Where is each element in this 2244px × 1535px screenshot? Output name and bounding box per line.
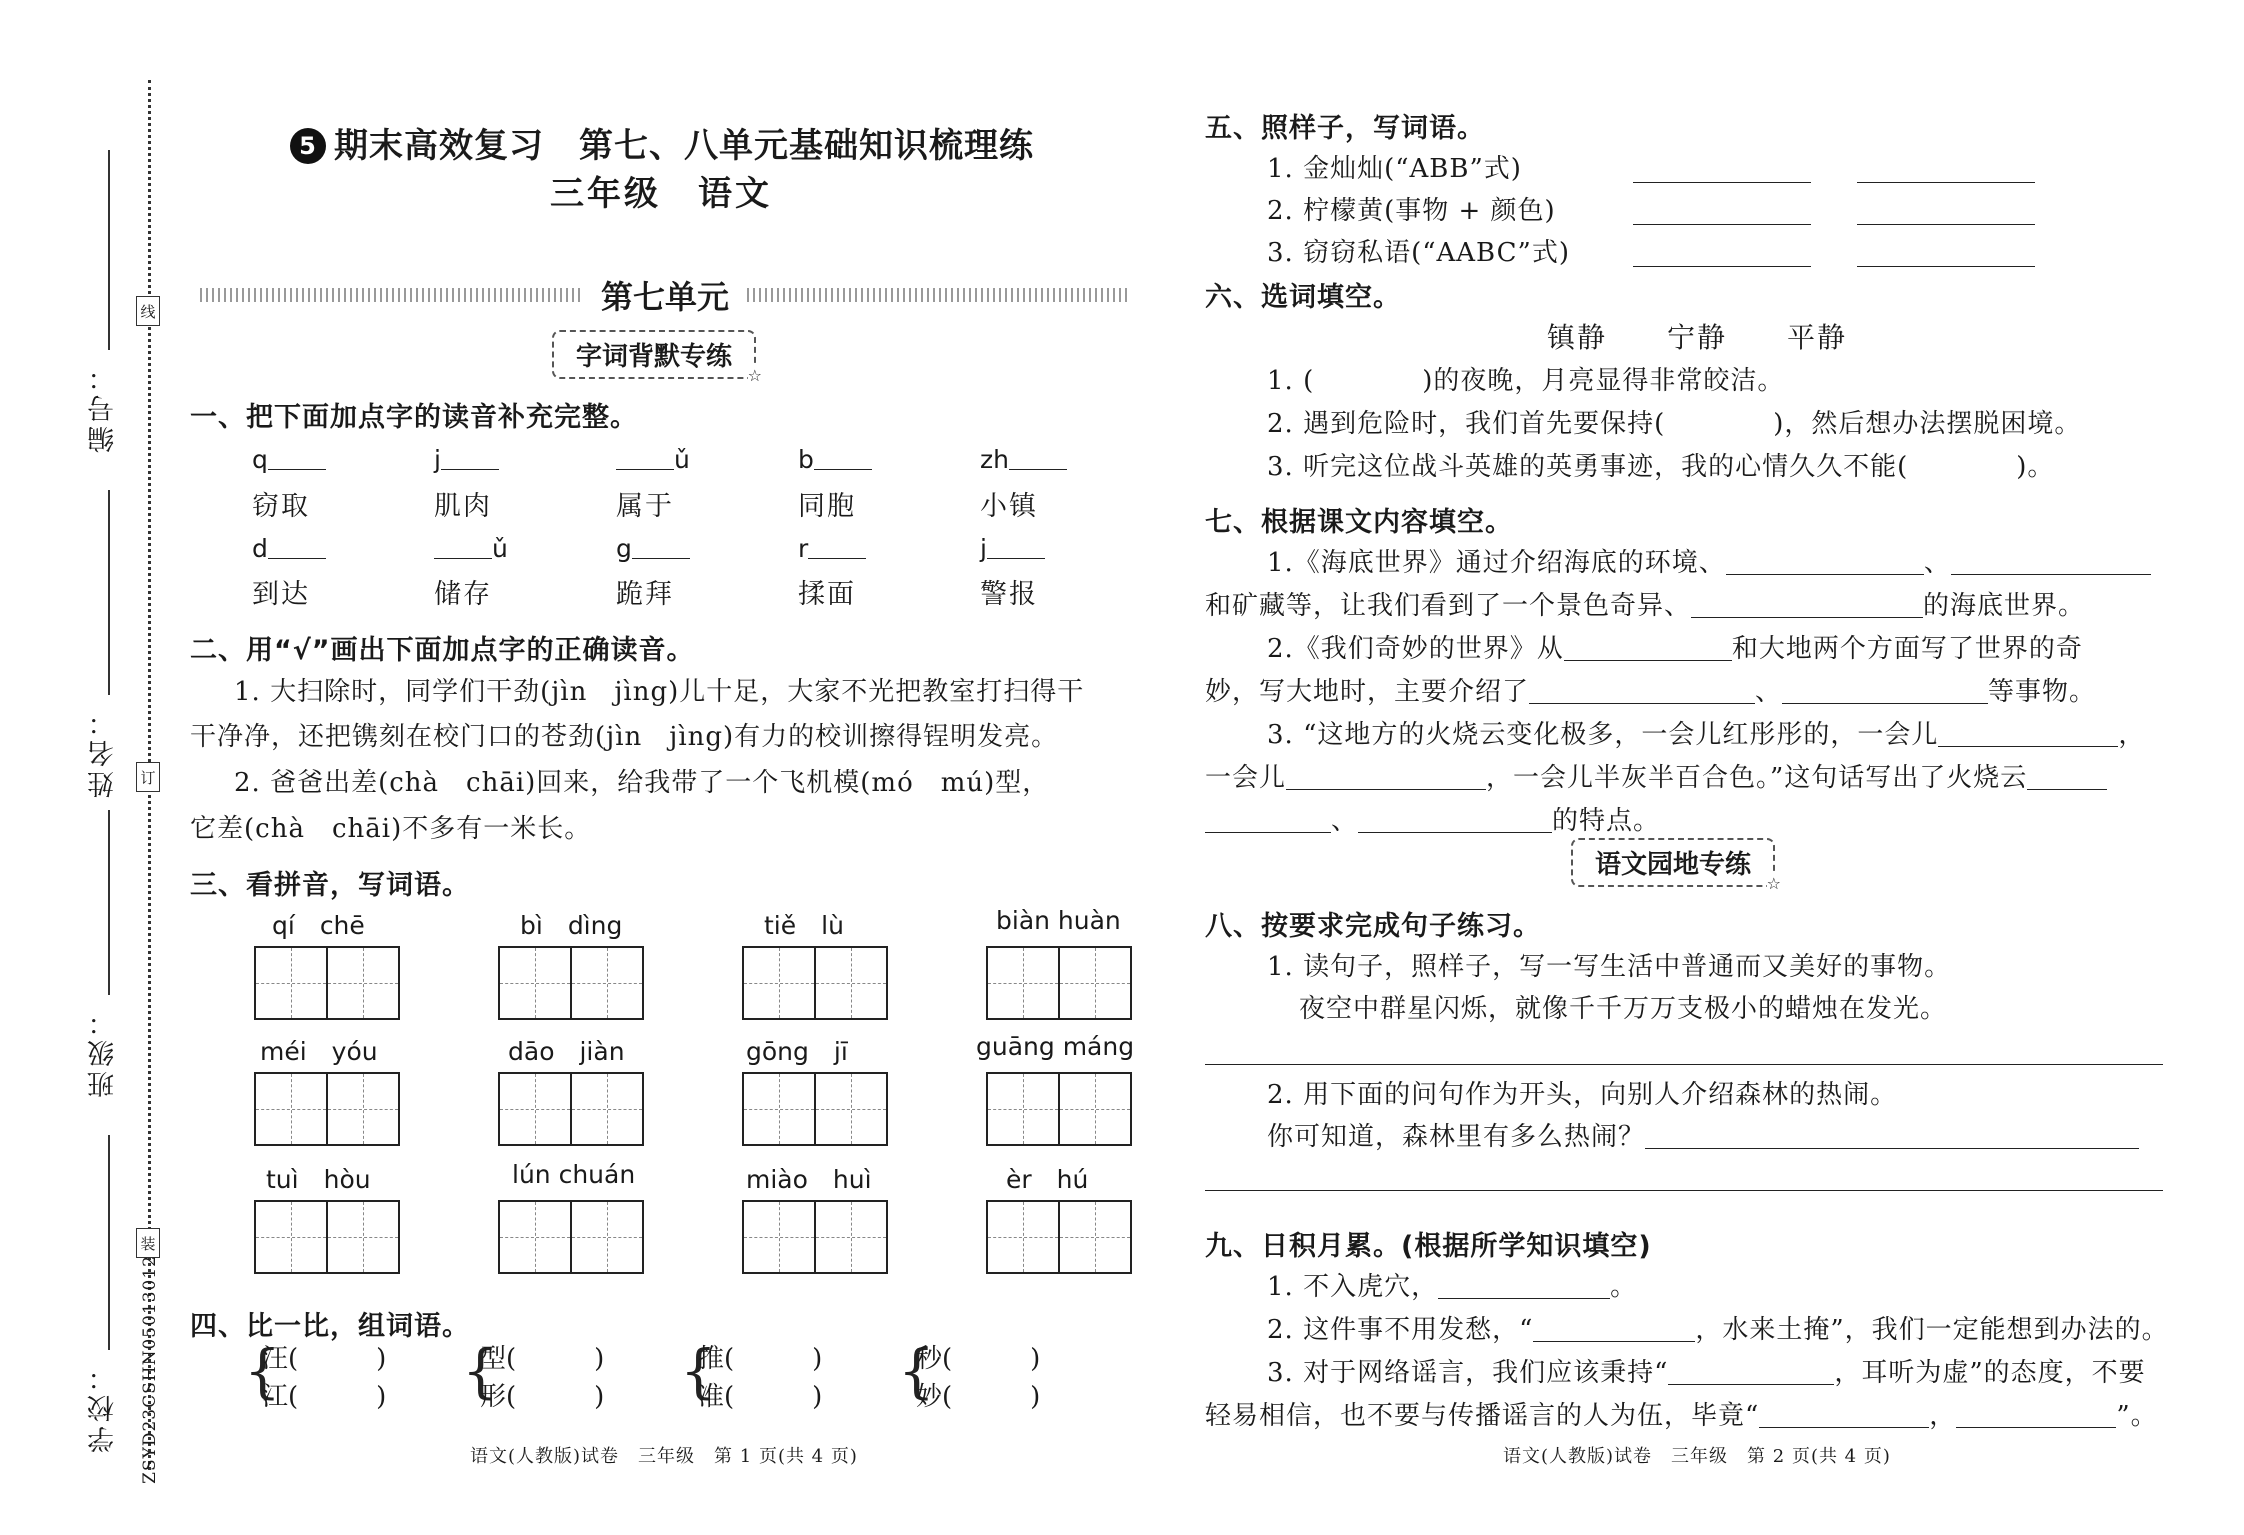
blank[interactable] xyxy=(1668,1359,1834,1385)
binding-mark-xian: 线 xyxy=(136,296,160,326)
writing-grid[interactable] xyxy=(986,1072,1132,1146)
class-label: 班级： xyxy=(88,1005,119,1098)
question-text: 2. 爸爸出差(chà chāi)回来，给我带了一个飞机模(mó mú)型， xyxy=(234,768,1050,798)
grid-pinyin: bì dìng xyxy=(520,911,623,940)
section-3-heading: 三、看拼音，写词语。 xyxy=(190,870,470,901)
section-6-heading: 六、选词填空。 xyxy=(1205,282,1401,313)
fill-line: 2. 这件事不用发愁，“ ，水来土掩”，我们一定能想到办法的。 xyxy=(1267,1315,2169,1345)
question-text: 2. 用下面的问句作为开头，向别人介绍森林的热闹。 xyxy=(1267,1080,1898,1110)
blank[interactable] xyxy=(1205,807,1331,833)
word-item: 属于 xyxy=(616,491,674,522)
fill-line: 轻易相信，也不要与传播谣言的人为伍，毕竟“ ， ”。 xyxy=(1205,1401,2158,1431)
grid-pinyin: miào huì xyxy=(746,1165,872,1194)
class-field[interactable] xyxy=(108,810,110,995)
grid-pinyin: qí chē xyxy=(272,911,365,940)
title-number-badge: 5 xyxy=(290,128,326,164)
blank[interactable] xyxy=(1938,721,2118,747)
grid-pinyin: èr hú xyxy=(1006,1165,1089,1194)
fill-line: 和矿藏等，让我们看到了一个景色奇异、 的海底世界。 xyxy=(1205,591,2086,621)
question-text[interactable]: 3. 听完这位战斗英雄的英勇事迹，我的心情久久不能( )。 xyxy=(1267,452,2055,482)
page-footer: 语文(人教版)试卷 三年级 第 1 页(共 4 页) xyxy=(470,1446,858,1467)
compare-pair[interactable]: 汪( ) 江( ) xyxy=(262,1344,387,1412)
answer-line[interactable] xyxy=(1857,224,2035,225)
word-item: 警报 xyxy=(980,579,1038,610)
section-4-heading: 四、比一比，组词语。 xyxy=(190,1311,470,1342)
compare-pair[interactable]: 秒( ) 妙( ) xyxy=(916,1344,1041,1412)
section-2-heading: 二、用“√”画出下面加点字的正确读音。 xyxy=(190,635,695,666)
blank[interactable] xyxy=(2027,764,2107,790)
word-item: 肌肉 xyxy=(434,491,492,522)
question-text: 1. 大扫除时，同学们干劲(jìn jìng)儿十足，大家不光把教室打扫得干 xyxy=(234,677,1085,707)
number-label: 编号： xyxy=(88,360,119,453)
writing-grid[interactable] xyxy=(742,946,888,1020)
pinyin-blank[interactable]: ǔ xyxy=(434,534,508,563)
page-title xyxy=(290,118,1034,167)
section-badge-vocab xyxy=(552,330,763,385)
pinyin-blank[interactable]: j xyxy=(434,445,499,474)
page-1 xyxy=(190,0,1140,1535)
question-text: 1. 读句子，照样子，写一写生活中普通而又美好的事物。 xyxy=(1267,952,1952,982)
grid-pinyin: gōng jī xyxy=(746,1037,848,1066)
unit-stripe-left xyxy=(200,288,583,302)
page-footer: 语文(人教版)试卷 三年级 第 2 页(共 4 页) xyxy=(1503,1446,1891,1467)
writing-grid[interactable] xyxy=(498,946,644,1020)
blank[interactable] xyxy=(1529,678,1755,704)
blank[interactable] xyxy=(1956,1402,2116,1428)
writing-grid[interactable] xyxy=(742,1072,888,1146)
fill-line: 1. 不入虎穴， 。 xyxy=(1267,1272,1638,1302)
pinyin-blank[interactable]: g xyxy=(616,534,690,563)
writing-grid[interactable] xyxy=(742,1200,888,1274)
writing-grid[interactable] xyxy=(986,946,1132,1020)
blank[interactable] xyxy=(1691,592,1923,618)
school-label: 学校： xyxy=(88,1360,119,1453)
fill-line: 3. “这地方的火烧云变化极多，一会儿红彤彤的，一会儿 ， xyxy=(1267,720,2146,750)
word-item: 储存 xyxy=(434,579,492,610)
unit-header xyxy=(200,278,1130,316)
brace: { xyxy=(898,1337,935,1405)
question-text: 3. 窃窃私语(“AABC”式) xyxy=(1267,238,1570,268)
pinyin-blank[interactable]: b xyxy=(798,445,872,474)
word-item: 同胞 xyxy=(798,491,856,522)
unit-stripe-right xyxy=(747,288,1130,302)
answer-line[interactable] xyxy=(1857,182,2035,183)
badge-label: 语文园地专练 xyxy=(1595,850,1752,880)
section-1-heading: 一、把下面加点字的读音补充完整。 xyxy=(190,402,638,433)
fill-line: 妙，写大地时，主要介绍了 、 等事物。 xyxy=(1205,677,2097,707)
writing-grid[interactable] xyxy=(254,946,400,1020)
star-icon: ☆ xyxy=(1766,874,1782,893)
word-item: 小镇 xyxy=(980,491,1038,522)
grid-pinyin: tuì hòu xyxy=(266,1165,371,1194)
fill-line: 3. 对于网络谣言，我们应该秉持“ ，耳听为虚”的态度，不要 xyxy=(1267,1358,2146,1388)
pinyin-blank[interactable]: zh xyxy=(980,445,1067,474)
pinyin-blank[interactable]: ǔ xyxy=(616,445,690,474)
section-8-heading: 八、按要求完成句子练习。 xyxy=(1205,911,1541,942)
answer-line[interactable] xyxy=(1633,182,1811,183)
writing-grid[interactable] xyxy=(254,1200,400,1274)
answer-line[interactable] xyxy=(1205,1064,2163,1065)
blank[interactable] xyxy=(1564,635,1732,661)
fill-line: 一会儿 ，一会儿半灰半百合色。”这句话写出了火烧云 xyxy=(1205,757,2107,794)
question-text[interactable]: 1. ( )的夜晚，月亮显得非常皎洁。 xyxy=(1267,366,1785,396)
title-text: 期末高效复习 第七、八单元基础知识梳理练 xyxy=(334,126,1034,166)
page-2 xyxy=(1205,0,2205,1535)
section-badge-garden xyxy=(1571,838,1782,893)
grid-pinyin: tiě lù xyxy=(764,911,844,940)
blank[interactable] xyxy=(1726,549,1924,575)
writing-grid[interactable] xyxy=(498,1200,644,1274)
answer-line[interactable] xyxy=(1633,224,1811,225)
writing-grid[interactable] xyxy=(254,1072,400,1146)
writing-grid[interactable] xyxy=(986,1200,1132,1274)
name-field[interactable] xyxy=(108,490,110,695)
grid-pinyin: lún chuán xyxy=(512,1160,636,1189)
blank[interactable] xyxy=(1951,549,2151,575)
blank[interactable] xyxy=(1759,1402,1929,1428)
pinyin-blank[interactable]: j xyxy=(980,534,1045,563)
blank[interactable] xyxy=(1782,678,1988,704)
grid-pinyin: dāo jiàn xyxy=(508,1037,625,1066)
grid-pinyin: guāng máng xyxy=(976,1032,1135,1061)
name-label: 姓名： xyxy=(88,705,119,798)
fill-line: 2.《我们奇妙的世界》从 和大地两个方面写了世界的奇 xyxy=(1267,634,2083,664)
fill-line: 1.《海底世界》通过介绍海底的环境、 、 xyxy=(1267,542,2151,579)
word-item: 窃取 xyxy=(252,491,310,522)
question-text[interactable]: 2. 遇到危险时，我们首先要保持( )，然后想办法摆脱困境。 xyxy=(1267,409,2082,439)
badge-label: 字词背默专练 xyxy=(576,342,733,372)
blank[interactable] xyxy=(1286,764,1486,790)
answer-line[interactable] xyxy=(1633,266,1811,267)
fill-line: 、 的特点。 xyxy=(1205,800,1660,837)
question-text: 1. 金灿灿(“ABB”式) xyxy=(1267,154,1522,184)
grid-pinyin: biàn huàn xyxy=(996,906,1121,935)
pinyin-blank[interactable]: q xyxy=(252,445,326,474)
section-5-heading: 五、照样子，写词语。 xyxy=(1205,113,1485,144)
paper-code: ZSYD23CSHN05013012 xyxy=(140,1255,160,1484)
unit-title: 第七单元 xyxy=(601,278,730,316)
compare-pair[interactable]: 推( ) 准( ) xyxy=(698,1344,823,1412)
example-sentence: 夜空中群星闪烁，就像千千万万支极小的蜡烛在发光。 xyxy=(1299,994,1948,1024)
pinyin-blank[interactable]: d xyxy=(252,534,326,563)
binding-mark-zhuang: 装 xyxy=(136,1228,160,1258)
compare-pair[interactable]: 型( ) 形( ) xyxy=(480,1344,605,1412)
binding-margin xyxy=(0,0,160,1535)
answer-line[interactable] xyxy=(1205,1190,2163,1191)
number-field[interactable] xyxy=(108,150,110,350)
pinyin-blank[interactable]: r xyxy=(798,534,866,563)
blank[interactable] xyxy=(1438,1273,1610,1299)
binding-mark-ding: 订 xyxy=(136,762,160,792)
brace: { xyxy=(462,1337,499,1405)
blank[interactable] xyxy=(1645,1123,2139,1149)
word-item: 跪拜 xyxy=(616,579,674,610)
star-icon: ☆ xyxy=(747,366,763,385)
answer-line[interactable] xyxy=(1857,266,2035,267)
fill-line: 你可知道，森林里有多么热闹？ xyxy=(1267,1116,2139,1153)
grid-pinyin: méi yóu xyxy=(260,1037,378,1066)
blank[interactable] xyxy=(1533,1316,1695,1342)
question-text: 干净净，还把镌刻在校门口的苍劲(jìn jìng)有力的校训擦得锃明发亮。 xyxy=(190,722,1059,752)
word-options: 镇静 宁静 平静 xyxy=(1547,321,1848,354)
page-subtitle: 三年级 语文 xyxy=(550,174,772,214)
section-7-heading: 七、根据课文内容填空。 xyxy=(1205,507,1513,538)
question-text: 它差(chà chāi)不多有一米长。 xyxy=(190,814,592,844)
section-9-heading: 九、日积月累。(根据所学知识填空) xyxy=(1205,1231,1652,1262)
school-field[interactable] xyxy=(108,1135,110,1350)
word-item: 揉面 xyxy=(798,579,856,610)
brace: { xyxy=(244,1337,281,1405)
writing-grid[interactable] xyxy=(498,1072,644,1146)
brace: { xyxy=(680,1337,717,1405)
question-text: 2. 柠檬黄(事物 + 颜色) xyxy=(1267,196,1556,226)
word-item: 到达 xyxy=(252,579,310,610)
blank[interactable] xyxy=(1358,807,1552,833)
